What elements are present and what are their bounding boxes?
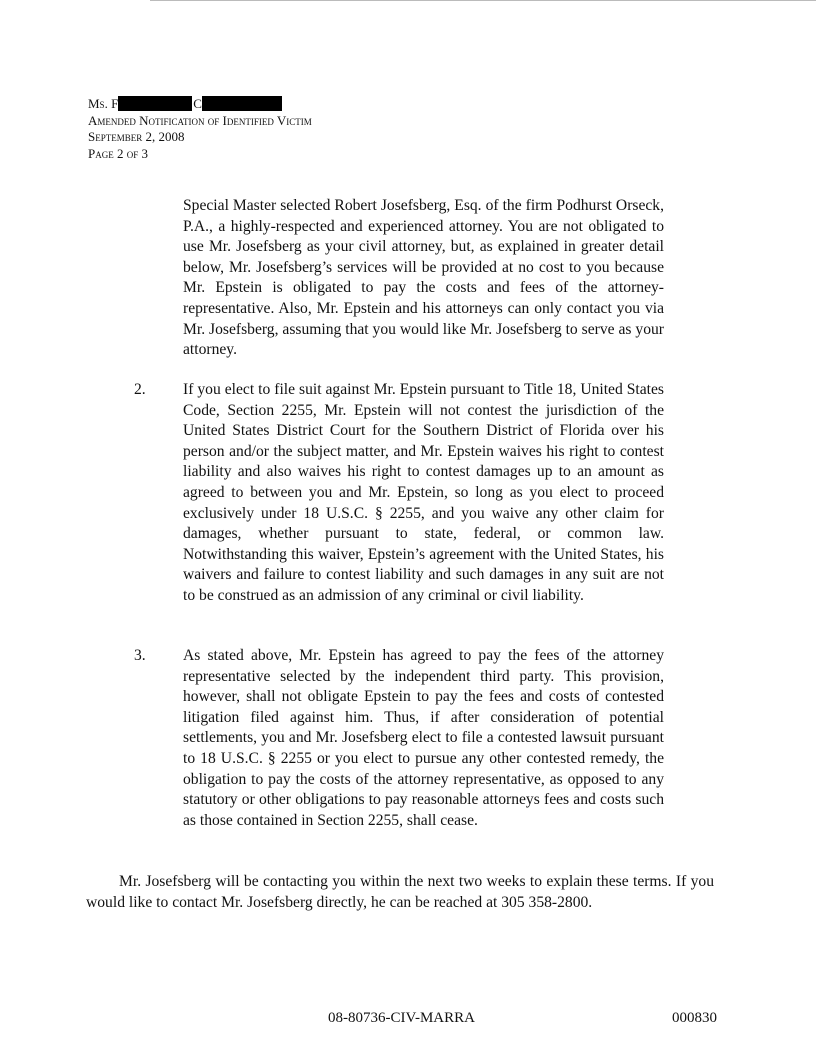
bates-number: 000830: [672, 1010, 717, 1026]
item-text-2: If you elect to file suit against Mr. Epstein pursuant to Title 18, United States Code, Section 2255, Mr. Epstein will not contest the jurisdiction of the United States District Court for the Southern District of Florida over his person and/or the subject matter, and Mr. Epstein waives his right to contest liability and also waives his right to contest damages up to an amount as agreed to between you and Mr. Epstein, so long as you elect to proceed exclusively under 18 U.S.C. § 2255, and you waive any other claim for damages, whether pursuant to state, federal, or common law. Notwithstanding this waiver, Epstein’s agreement with the United States, his waivers and failure to contest liability and such damages in any suit are not to be construed as an admission of any criminal or civil liability.: [183, 381, 664, 604]
header-title: Amended Notification of Identified Victim: [88, 112, 312, 128]
recipient-prefix: Ms. F: [88, 96, 119, 111]
recipient-line: [88, 96, 312, 113]
item-number-3: 3.: [134, 647, 146, 664]
item-text-3: As stated above, Mr. Epstein has agreed to pay the fees of the attorney representative selected by the independent third party. This provision, however, shall not obligate Epstein to pay the fees and costs of contested litigation filed against him. Thus, if after consideration of potential settlements, you and Mr. Josefsberg elect to file a contested lawsuit pursuant to 18 U.S.C. § 2255 or you elect to pursue any other contested remedy, the obligation to pay the costs of the attorney representative, as opposed to any statutory or other obligations to pay reasonable attorneys fees and costs such as those contained in Section 2255, shall cease.: [183, 647, 664, 829]
header-date: September 2, 2008: [88, 129, 185, 144]
redaction-bar: [118, 96, 192, 111]
header-page: Page 2 of 3: [88, 145, 148, 161]
closing-paragraph: Mr. Josefsberg will be contacting you within the next two weeks to explain these terms. If you would like to contact Mr. Josefsberg directly, he can be reached at 305 358-2800.: [86, 873, 714, 911]
redaction-bar: [202, 96, 282, 111]
item-number-2: 2.: [134, 381, 146, 398]
paragraph-special-master: Special Master selected Robert Josefsberg, Esq. of the firm Podhurst Orseck, P.A., a highly-respected and experienced attorney. You are not obligated to use Mr. Josefsberg as your civil attorney, but, as explained in greater detail below, Mr. Josefsberg’s services will be provided at no cost to you because Mr. Epstein is obligated to pay the costs and fees of the attorney-representative. Also, Mr. Epstein and his attorneys can only contact you via Mr. Josefsberg, assuming that you would like Mr. Josefsberg to serve as your attorney.: [183, 197, 664, 359]
top-scan-rule: [150, 0, 816, 1]
letter-header: [88, 96, 312, 162]
case-number: 08-80736-CIV-MARRA: [328, 1010, 475, 1026]
recipient-middle: C: [193, 96, 202, 111]
